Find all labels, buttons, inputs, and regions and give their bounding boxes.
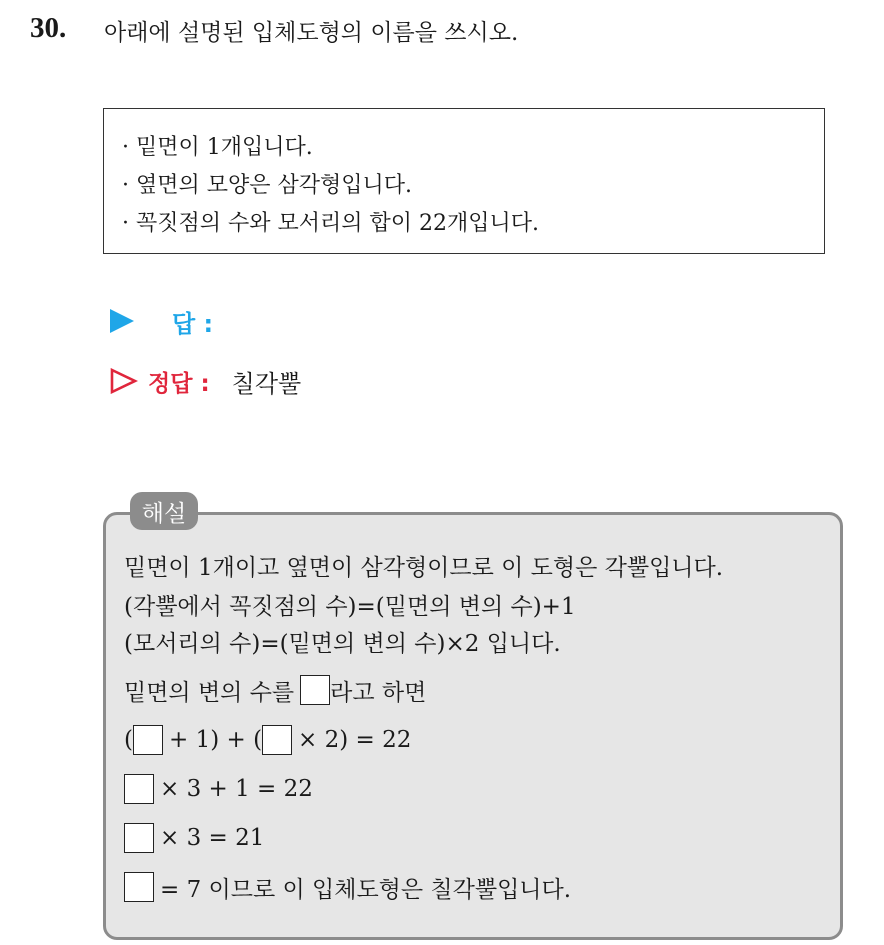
box-line-before: 밑면의 변의 수를 [124,679,295,706]
condition-line: · 옆면의 모양은 삼각형입니다. [122,173,412,198]
blank-square [124,872,154,902]
equation-line [124,722,411,758]
blank-square [262,725,292,755]
eq1-mid1: + 1) + ( [168,727,263,753]
correct-answer-value: 칠각뿔 [231,369,302,398]
box-line-after: 라고 하면 [330,679,427,706]
eq3-text: × 3 = 21 [160,825,265,851]
explanation-line: (모서리의 수)=(밑면의 변의 수)×2 입니다. [124,630,561,657]
correct-answer-label: 정답 : [148,370,210,397]
answer-label: 답 : [172,309,214,338]
explanation-line: 밑면이 1개이고 옆면이 삼각형이므로 이 도형은 각뿔입니다. [124,554,724,581]
conditions-box [103,108,825,254]
equation-line [124,820,264,856]
blank-square [133,725,163,755]
blank-square [300,675,330,705]
question-number: 30. [30,12,67,44]
explanation-line [124,672,426,708]
equation-line [124,869,571,905]
solid-triangle-icon [110,309,134,333]
equation-line [124,771,313,807]
eq1-open: ( [124,727,133,753]
eq1-mid2: × 2) = 22 [298,727,412,753]
answer-row [110,304,213,338]
question-text: 아래에 설명된 입체도형의 이름을 쓰시오. [104,20,519,46]
explanation-line: (각뿔에서 꼭짓점의 수)=(밑면의 변의 수)+1 [124,593,576,620]
blank-square [124,774,154,804]
condition-line: · 밑면이 1개입니다. [122,135,313,160]
eq2-text: × 3 + 1 = 22 [160,776,313,802]
outline-triangle-icon [110,368,138,394]
correct-answer-row [110,364,301,398]
explanation-tag: 해설 [130,492,198,530]
blank-square [124,823,154,853]
eq4-text: = 7 이므로 이 입체도형은 칠각뿔입니다. [160,876,572,903]
condition-line: · 꼭짓점의 수와 모서리의 합이 22개입니다. [122,211,539,236]
